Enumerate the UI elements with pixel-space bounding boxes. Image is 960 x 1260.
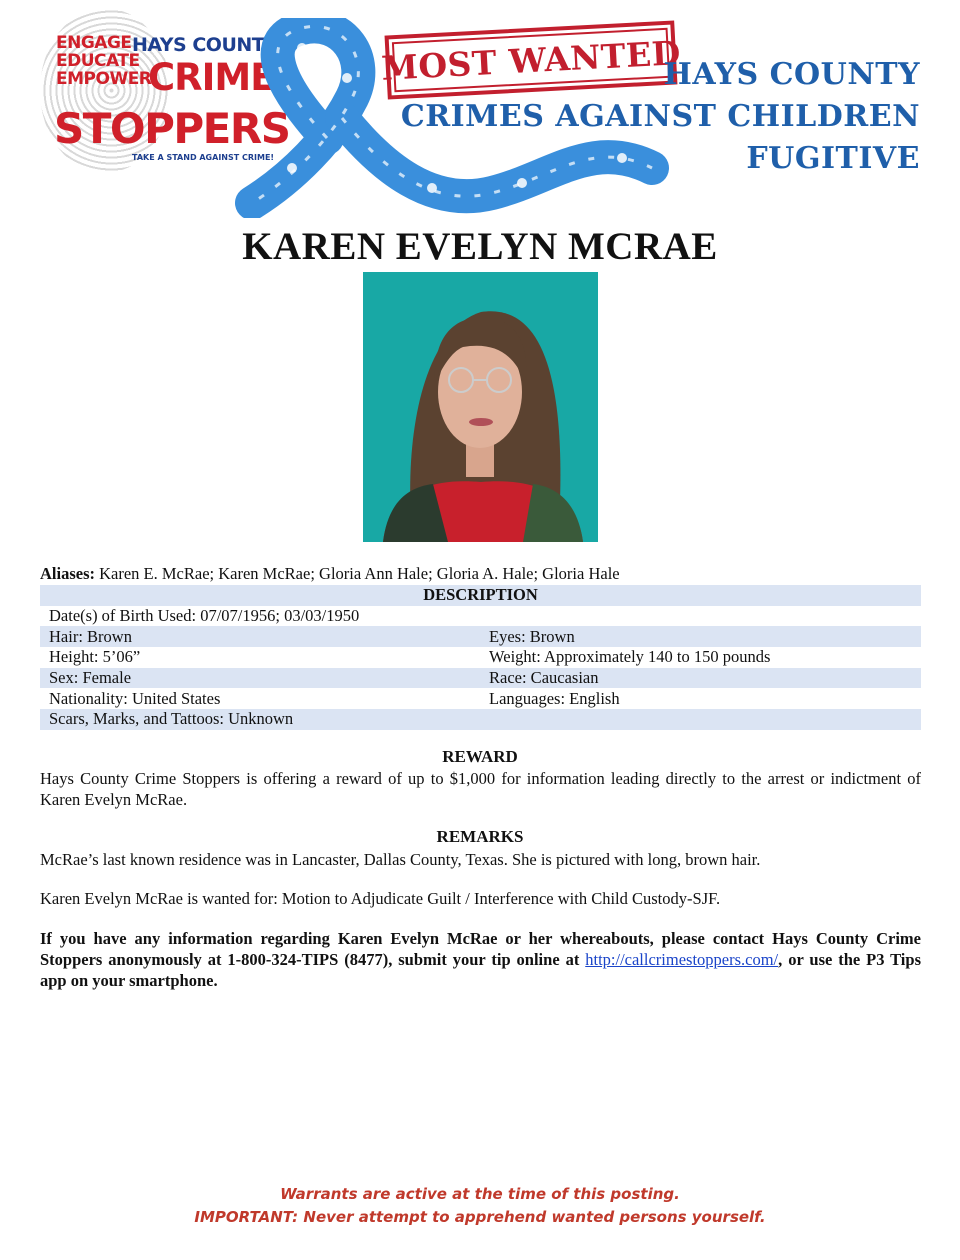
table-row: [40, 688, 921, 709]
table-row: [40, 709, 921, 730]
race-field: Race: Caucasian: [489, 668, 599, 688]
logo-stoppers: STOPPERS: [54, 104, 290, 153]
eyes-field: Eyes: Brown: [489, 626, 575, 646]
table-row: [40, 606, 921, 627]
reward-heading: REWARD: [442, 747, 518, 766]
languages-field: Languages: English: [489, 688, 620, 708]
weight-field: Weight: Approximately 140 to 150 pounds: [489, 647, 771, 667]
sex-field: Sex: Female: [49, 668, 132, 688]
hair-field: Hair: Brown: [49, 626, 132, 646]
contact-text-end: , or use the P3 Tips app on your smartphone.: [40, 950, 921, 990]
tip-website-link[interactable]: http://callcrimestoppers.com/: [585, 950, 779, 969]
header-line-3: FUGITIVE: [746, 141, 920, 176]
header-line-1: HAYS COUNTY: [663, 57, 920, 92]
fugitive-photo: [363, 272, 598, 542]
logo-educate: EDUCATE: [56, 51, 140, 71]
description-heading: DESCRIPTION: [40, 585, 921, 606]
header-title: [401, 54, 920, 180]
logo-crime: CRIME: [148, 56, 275, 99]
logo-hays-county: HAYS COUNTY: [132, 34, 278, 56]
header-line-2: CRIMES AGAINST CHILDREN: [400, 99, 920, 134]
logo-empower: EMPOWER: [56, 69, 152, 89]
table-row: [40, 647, 921, 668]
remarks-heading: REMARKS: [436, 827, 524, 846]
logo-tagline: TAKE A STAND AGAINST CRIME!: [132, 153, 275, 162]
aliases-value: Karen E. McRae; Karen McRae; Gloria Ann Hale; Gloria A. Hale; Gloria Hale: [99, 564, 620, 583]
nationality-field: Nationality: United States: [49, 688, 221, 708]
footer-warning: [0, 1183, 960, 1229]
height-field: Height: 5’06”: [49, 647, 141, 667]
fugitive-name: KAREN EVELYN MCRAE: [242, 225, 718, 268]
footer-line-1: Warrants are active at the time of this posting.: [280, 1185, 680, 1203]
aliases: [40, 564, 620, 584]
contact-text: If you have any information regarding Karen Evelyn McRae or her whereabouts, please contact Hays County Crime Stoppers anonymously at 1-800-324-TIPS (8477), submit your tip online at: [40, 929, 921, 969]
remarks-wanted-for: Karen Evelyn McRae is wanted for: Motion to Adjudicate Guilt / Interference with Child Custody-SJF.: [40, 889, 721, 908]
aliases-label: Aliases:: [40, 564, 95, 583]
description-table: [40, 585, 921, 730]
table-row: [40, 668, 921, 689]
most-wanted-stamp: MOST WANTED: [385, 20, 678, 99]
logo-engage: ENGAGE: [56, 33, 132, 53]
footer-line-2: IMPORTANT: Never attempt to apprehend wanted persons yourself.: [194, 1208, 766, 1226]
scars-field: Scars, Marks, and Tattoos: Unknown: [49, 709, 294, 729]
reward-text: Hays County Crime Stoppers is offering a reward of up to $1,000 for information leading directly to the arrest or indictment of Karen Evelyn McRae.: [40, 769, 921, 809]
contact-paragraph: [40, 928, 921, 991]
dob-field: Date(s) of Birth Used: 07/07/1956; 03/03/1950: [49, 606, 360, 626]
remarks-residence: McRae’s last known residence was in Lancaster, Dallas County, Texas. She is pictured with long, brown hair.: [40, 850, 761, 869]
table-row: [40, 626, 921, 647]
